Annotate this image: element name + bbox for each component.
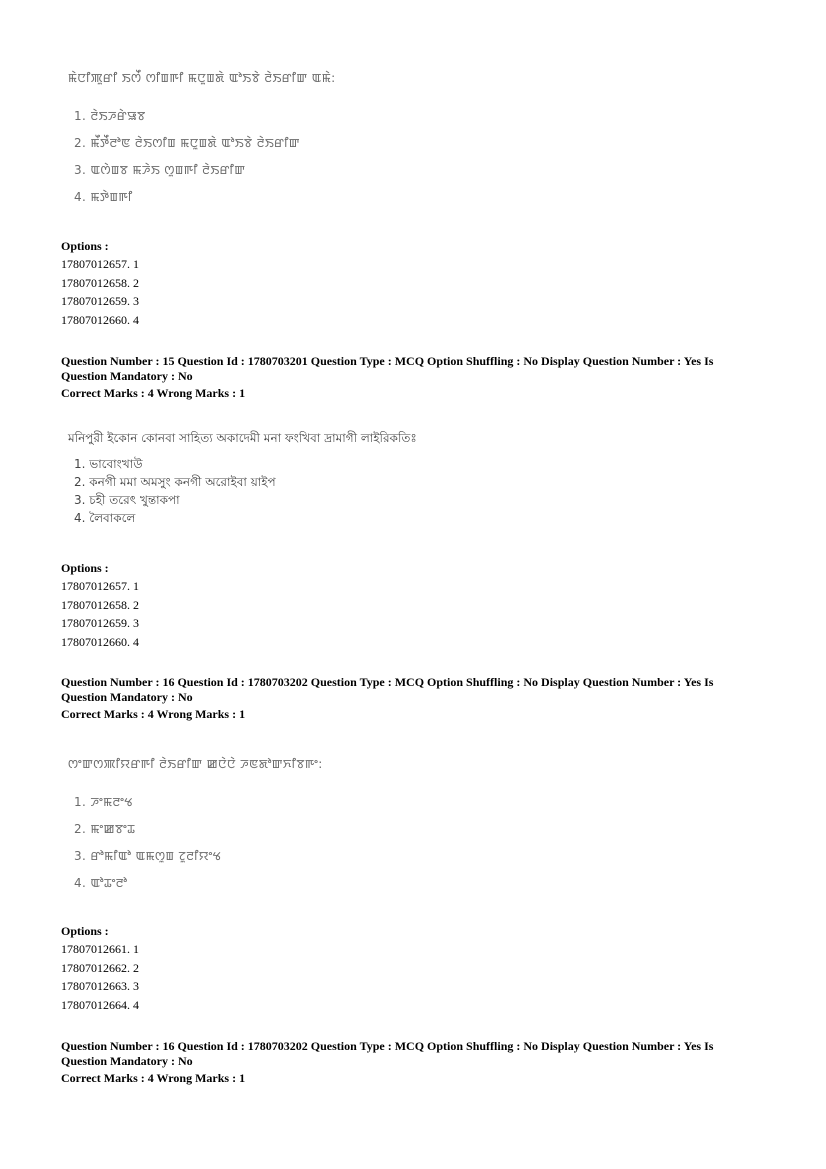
options-title: Options : xyxy=(61,924,109,938)
option-row: 17807012663. 3 xyxy=(61,979,139,993)
question-15-header xyxy=(61,354,751,401)
options-title: Options : xyxy=(61,239,109,253)
question-stem: ꯃꯥꯅꯤꯄꯨꯔꯤ ꯏꯁꯩ ꯁꯤꯡꯒꯤ ꯃꯅꯨꯡꯗꯥ ꯑꯣꯏꯕꯥ ꯂꯥꯏꯔꯤꯛ ꯑꯃꯥ: xyxy=(68,71,336,85)
question-choices xyxy=(68,456,417,526)
choice-3: 3. চহী তরেৎ খুন্তাকপা xyxy=(74,493,180,507)
choice-1: 1. ꯂꯥꯏꯍꯔꯥꯎꯕ xyxy=(74,109,146,123)
question-16-header xyxy=(61,675,751,722)
question-meta: Question Number : 16 Question Id : 1780703202 Question Type : MCQ Option Shuffling : No Display Question Number : Yes Is xyxy=(61,1039,714,1053)
option-row: 17807012660. 4 xyxy=(61,634,139,649)
question-stem: মনিপুরী ইকোন কোনবা সাহিত্য অকাদেমী মনা ফংখিবা দ্রামাগী লাইরিকতিঃ xyxy=(68,431,417,445)
choice-4: 4. ꯑꯣꯊꯦꯂꯣ xyxy=(74,876,128,890)
question-meta: Question Number : 15 Question Id : 1780703201 Question Type : MCQ Option Shuffling : No Display Question Number : Yes Is xyxy=(61,354,714,368)
choice-2: 2. ꯃꯩꯇꯩꯂꯣꯟ ꯂꯥꯏꯁꯤꯡ ꯃꯅꯨꯡꯗꯥ ꯑꯣꯏꯕꯥ ꯂꯥꯏꯔꯤꯛ xyxy=(74,136,300,150)
choice-1: 1. ꯍꯦꯃꯂꯦꯠ xyxy=(74,795,133,809)
question-mandatory: Question Mandatory : No xyxy=(61,1054,193,1068)
question-stem: ꯁꯦꯛꯁꯄꯤꯌꯔꯒꯤ ꯂꯥꯏꯔꯤꯛ ꯀꯅꯥꯅꯥ ꯍꯟꯗꯣꯛꯈꯤꯕꯒꯦ: xyxy=(68,757,323,771)
options-block-14 xyxy=(61,237,139,329)
choice-3: 3. ꯑꯁꯥꯡꯕ ꯃꯍꯥꯏ ꯁꯨꯡꯒꯤ ꯂꯥꯏꯔꯤꯛ xyxy=(74,163,246,177)
option-row: 17807012660. 4 xyxy=(61,312,139,327)
choice-2: 2. ꯃꯦꯀꯕꯦꯊ xyxy=(74,822,136,836)
options-title: Options : xyxy=(61,561,109,575)
option-row: 17807012657. 1 xyxy=(61,257,139,271)
question-marks: Correct Marks : 4 Wrong Marks : 1 xyxy=(61,1071,246,1085)
choice-2: 2. কনগী মমা অমসুং কনগী অরোইবা য়াইপ xyxy=(74,475,276,489)
choice-4: 4. লৈবাকলে xyxy=(74,511,136,525)
option-row: 17807012661. 1 xyxy=(61,942,139,956)
option-row: 17807012659. 3 xyxy=(61,294,139,308)
question-16-image xyxy=(68,756,323,891)
question-mandatory: Question Mandatory : No xyxy=(61,690,193,704)
options-block-15 xyxy=(61,559,139,651)
option-row: 17807012664. 4 xyxy=(61,997,139,1012)
question-marks: Correct Marks : 4 Wrong Marks : 1 xyxy=(61,707,246,721)
choice-1: 1. ভাবোংখাউ xyxy=(74,457,143,471)
question-16b-header xyxy=(61,1039,751,1086)
option-row: 17807012662. 2 xyxy=(61,960,139,975)
options-block-16 xyxy=(61,922,139,1014)
option-row: 17807012657. 1 xyxy=(61,579,139,593)
question-meta: Question Number : 16 Question Id : 1780703202 Question Type : MCQ Option Shuffling : No Display Question Number : Yes Is xyxy=(61,675,714,689)
question-choices xyxy=(68,794,323,891)
choice-3: 3. ꯔꯣꯃꯤꯑꯣ ꯑꯃꯁꯨꯡ ꯖꯨꯂꯤꯌꯦꯠ xyxy=(74,849,222,863)
option-row: 17807012658. 2 xyxy=(61,597,139,612)
question-choices xyxy=(68,108,336,205)
question-14-image xyxy=(68,70,336,205)
question-marks: Correct Marks : 4 Wrong Marks : 1 xyxy=(61,386,246,400)
question-15-image xyxy=(68,430,417,526)
question-mandatory: Question Mandatory : No xyxy=(61,369,193,383)
option-row: 17807012659. 3 xyxy=(61,616,139,630)
option-row: 17807012658. 2 xyxy=(61,275,139,290)
choice-4: 4. ꯃꯇꯥꯡꯒꯤ xyxy=(74,190,133,204)
